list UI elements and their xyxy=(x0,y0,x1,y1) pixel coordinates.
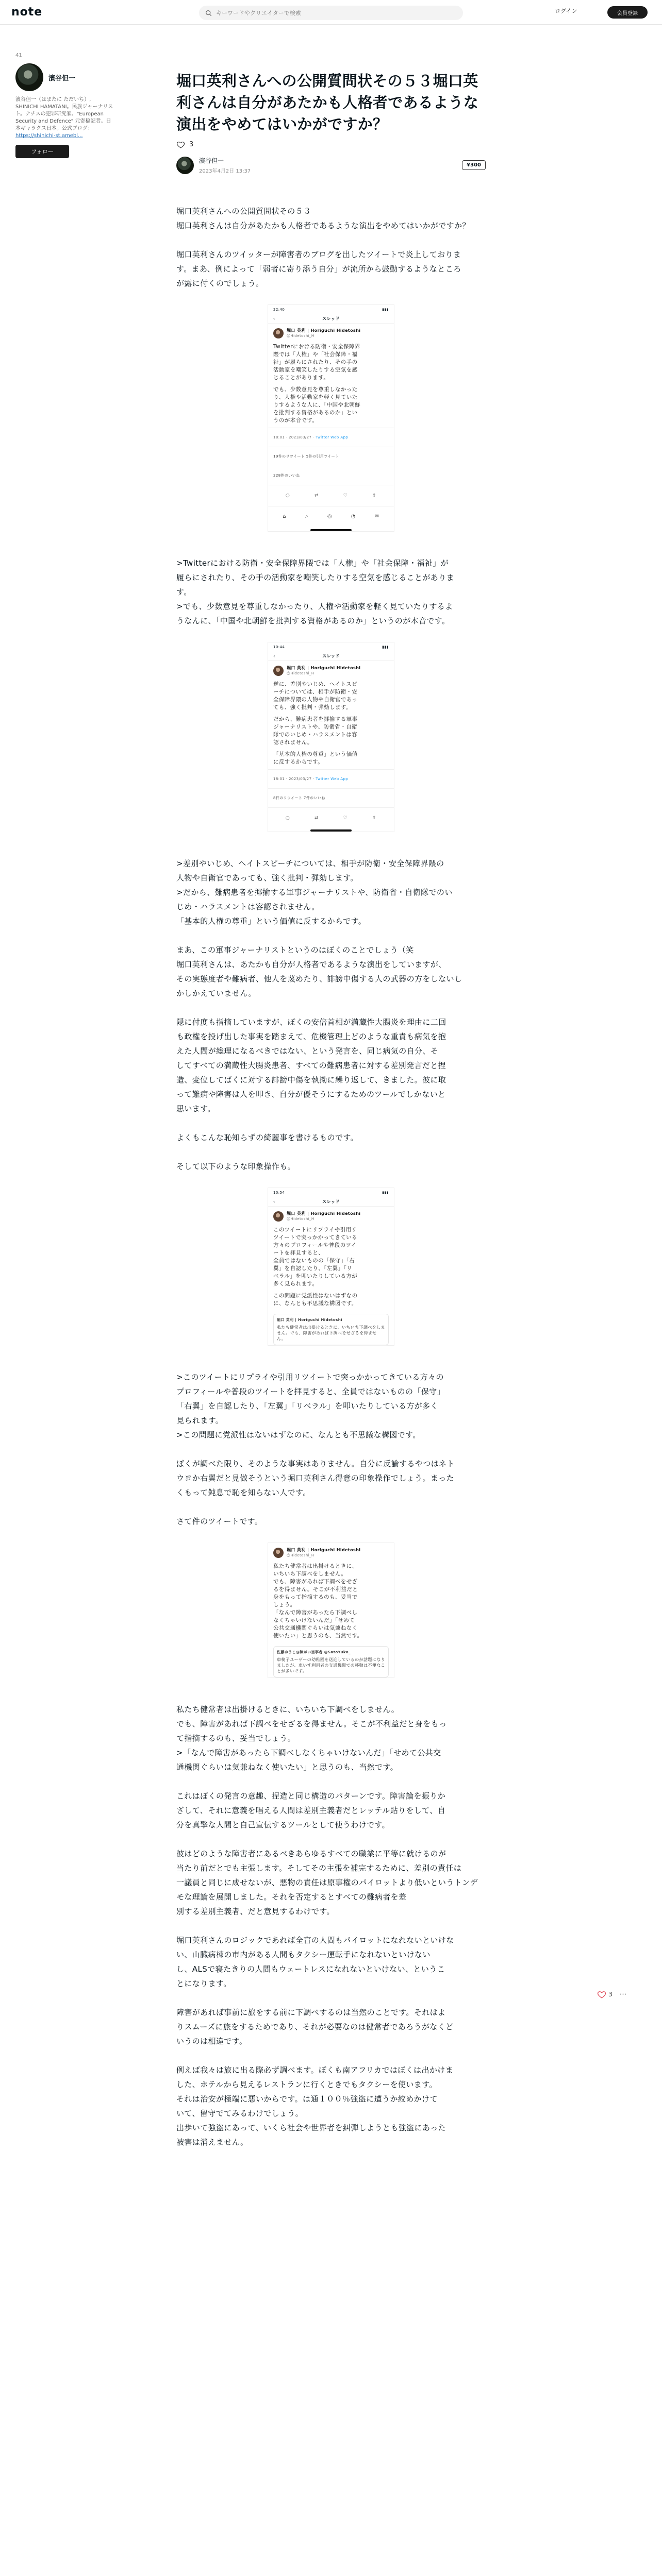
tweet-text xyxy=(268,676,394,769)
paragraph-line: 造、変位してばくに対する誹謗中傷を執拗に繰り返して、きました。彼に取 xyxy=(176,1075,446,1085)
tweet-line: 「基本的人権の尊重」という価値 xyxy=(273,751,358,758)
paragraph-line: 見られます。 xyxy=(176,1416,224,1426)
paragraph xyxy=(176,247,486,291)
paragraph-line: 堀口英利さんは自分があたかも人格者であるような演出をやめてはいかがですか？ xyxy=(176,221,470,231)
paragraph-line: 堀口英利さんのツイッターが障害者のブログを出したツイートで炎上しておりま xyxy=(176,250,461,260)
search-box[interactable] xyxy=(199,6,463,20)
article-title: 堀口英利さんへの公開質問状その５３堀口英利さんは自分があたかも人格者であるような演出をやめてはいかがですか？ xyxy=(176,72,479,133)
tweet-handle: @Hidetoshi_H xyxy=(287,334,315,338)
paragraph-line: す。 xyxy=(176,587,192,597)
paragraph-line: って難病や障害は人を叩き、自分が優そうにするためのツールでしかないと xyxy=(176,1090,446,1099)
paragraph-line: 「基本的人権の尊重」という価値に反するからです。 xyxy=(176,917,367,926)
paragraph xyxy=(176,204,486,233)
tweet-line: 翼」を自認したり、「左翼」「リ xyxy=(273,1265,352,1272)
paragraph-line: 履らにされたり、その手の活動家を嘲笑したりする空気を感じることがありま xyxy=(176,573,455,583)
tweet-line: 方々のプロフィールや普段のツイ xyxy=(273,1242,357,1249)
paragraph xyxy=(176,1015,486,1116)
paragraph-line: そして以下のような印象操作も。 xyxy=(176,1162,296,1172)
paragraph-line: くもって鈍息で恥を知らない人です。 xyxy=(176,1488,311,1498)
paragraph-line: かしかえていません。 xyxy=(176,989,256,998)
tweet-line: 使いたい」と思うのも、当然です。 xyxy=(273,1633,363,1639)
paragraph xyxy=(176,1514,486,1529)
paragraph-line: 彼はどのような障害者にあるべきあらゆるすべての職業に平等に就けるのが xyxy=(176,1849,446,1859)
tweet-line xyxy=(273,1288,389,1292)
paragraph-line: ぼくが調べた限り、そのような事実はありません。自分に反論するやつはネト xyxy=(176,1459,455,1469)
status-time: 10:44 xyxy=(273,645,285,650)
thread-title: スレッド xyxy=(322,1199,340,1204)
tweet-line: だから、難病患者を揶揄する軍事 xyxy=(273,716,358,723)
tweet-line: でも、少数意見を尊重しなかった xyxy=(273,386,358,393)
tweet-line: ジャーナリストや、防衛省・自衛 xyxy=(273,724,357,731)
paragraph xyxy=(176,1159,486,1174)
tweet-line: 「なんで障害があったら下調べし xyxy=(273,1609,358,1616)
paragraph-line: 出歩いて強盗にあって、いくら社会や世界者を糾弾しようとも強盗にあった xyxy=(176,2123,446,2133)
paragraph-line: 「右翼」を自認したり、「左翼」「リベラル」を叩いたりしている方が多く xyxy=(176,1401,438,1411)
paragraph xyxy=(176,1846,486,1919)
tweet-line: 全員ではないものの「保守」「右 xyxy=(273,1258,355,1264)
paragraph-line: じめ・ハラスメントは容認されません。 xyxy=(176,902,320,912)
mail-icon: ✉ xyxy=(374,514,379,520)
heart-icon[interactable] xyxy=(597,1990,606,1999)
tweet-client: Twitter Web App xyxy=(316,777,349,782)
paragraph-line: >だから、難病患者を揶揄する軍事ジャーナリストや、防衛省・自衛隊でのい xyxy=(176,888,453,897)
retweet-icon: ⇄ xyxy=(315,493,319,499)
paragraph-line: >この問題に党派性はないはずなのに、なんとも不思議な構図です。 xyxy=(176,1430,421,1440)
search-input[interactable] xyxy=(216,10,453,16)
home-icon: ⌂ xyxy=(283,514,287,520)
tweet-counters: 19件のリツイート 5件の引用ツイート xyxy=(268,447,394,466)
status-time: 22:40 xyxy=(273,308,285,312)
paragraph xyxy=(176,2063,486,2149)
bell-icon: ◔ xyxy=(351,514,356,520)
tweet-meta: 18:01 · 2023/03/27 · xyxy=(273,435,315,440)
paragraph-line: 一議員と同じに成せないが、悪物の責任は原事権のパイロットより低いというトンデ xyxy=(176,1878,478,1888)
paragraph-line: りスムーズに旅をするためであり、それが必要なのは健常者であろうがなくど xyxy=(176,2022,454,2032)
tweet-line: に、なんとも不思議な構図です。 xyxy=(273,1300,357,1307)
publish-date: 2023年4月2日 13:37 xyxy=(199,168,251,175)
paragraph-line: いうのは相違です。 xyxy=(176,2037,247,2046)
tweet-line: ベラル」を叩いたりしている方が xyxy=(273,1273,358,1280)
paragraph xyxy=(176,1130,486,1145)
quoted-tweet xyxy=(273,1646,389,1677)
paragraph xyxy=(176,1702,486,1774)
tweet-avatar xyxy=(273,1211,284,1222)
quoted-author: 堀口 英利 | Horiguchi Hidetoshi xyxy=(277,1318,342,1323)
tweet-avatar xyxy=(273,666,284,676)
tweet-line: じることがあります。 xyxy=(273,375,329,381)
back-icon: ‹ xyxy=(273,316,275,321)
follow-button[interactable] xyxy=(15,145,69,158)
quoted-text: 私たち健常者は出掛けるときに、いちいち下調べをしません。でも、障害があれば下調べをせざるを得ません。 xyxy=(277,1325,385,1342)
tweet-line: り、人権や活動家を軽く見ていた xyxy=(273,394,358,401)
tweet-line: りするような人に、「中国や北朝鮮 xyxy=(273,402,361,409)
tweet-counters: 8件のリツイート 7件のいいね xyxy=(268,788,394,807)
embedded-tweet-screenshot xyxy=(268,1543,394,1677)
paragraph-line: 障害があれば事前に旅をする前に下調べするのは当然のことです。それはよ xyxy=(176,2008,446,2018)
article xyxy=(176,70,486,2164)
tweet-line: なくちゃいけないんだ」「せめて xyxy=(273,1617,355,1624)
tweet-line xyxy=(273,747,389,751)
tweet-line: ーチについては、相手が防衛・安 xyxy=(273,689,358,696)
article-body xyxy=(176,204,486,2149)
paragraph-line: とになります。 xyxy=(176,1979,231,1989)
paragraph-line: よくもこんな恥知らずの綺麗事を書けるものです。 xyxy=(176,1133,359,1143)
paragraph xyxy=(176,1456,486,1500)
creator-sidebar xyxy=(15,53,113,158)
tweet-line: 隊でのいじめ・ハラスメントは容 xyxy=(273,732,358,738)
like-icon: ♡ xyxy=(343,493,348,499)
tweet-line: 祉」が履らにされたり、その手の xyxy=(273,359,358,366)
embedded-tweet-screenshot xyxy=(268,305,394,531)
paragraph-line: 私たち健常者は出掛けるときに、いちいち下調べをしません。 xyxy=(176,1705,400,1715)
quoted-tweet xyxy=(273,1314,389,1345)
reply-icon: ○ xyxy=(285,493,290,499)
author-avatar[interactable] xyxy=(176,157,194,174)
creator-bio-text: 濱谷但一（はまたに ただいち）, SHINICHI HAMATANI。民族ジャーナリスト。ナチスの犯罪研究家。"European Security and Defence" 元寄稿記者。日本ギャラクス日本。公式ブログ： xyxy=(15,97,113,131)
paragraph-line: が露に付くのでしょう。 xyxy=(176,279,264,289)
like-count: 3 xyxy=(189,141,194,149)
more-options-icon[interactable]: ⋯ xyxy=(619,1990,627,1998)
tweet-line: 私たち健常者は出掛けるときに、 xyxy=(273,1563,358,1570)
paragraph-line: >差別やいじめ、ヘイトスピーチについては、相手が防衛・安全保障界隈の xyxy=(176,859,444,869)
home-indicator xyxy=(310,829,352,832)
paragraph-line: 堀口英利さんのロジックであれば全盲の人間もパイロットになれないといけな xyxy=(176,1936,454,1945)
paragraph-line: >このツイートにリプライや引用リツイートで突っかかってきている方々の xyxy=(176,1372,444,1382)
tweet-text xyxy=(268,339,394,428)
paragraph-line: し、ALSで寝たきりの人間もウェートレスになれないといけない、というこ xyxy=(176,1964,445,1974)
tweet-line: を批判する資格があるのか」とい xyxy=(273,410,358,416)
spaces-icon: ◎ xyxy=(327,514,332,520)
tweet-meta: 18:01 · 2023/03/27 · xyxy=(273,777,315,782)
paragraph-line: て指摘するのも、妥当でしょう。 xyxy=(176,1734,296,1743)
share-icon: ⇪ xyxy=(372,493,377,499)
reply-icon: ○ xyxy=(285,816,290,821)
paragraph-line: >でも、少数意見を尊重しなかったり、人権や活動家を軽く見ていたりするよ xyxy=(176,602,453,612)
search-icon xyxy=(205,10,212,16)
tweet-line: この問題に党派性はないはずなの xyxy=(273,1293,358,1299)
login-link[interactable]: ログイン xyxy=(555,8,577,14)
paragraph xyxy=(176,2005,486,2048)
embedded-tweet-screenshot xyxy=(268,642,394,832)
tweet-line: 公共交通機関ぐらいは気兼ねなく xyxy=(273,1625,358,1632)
embedded-tweet-screenshot xyxy=(268,1188,394,1345)
creator-name[interactable]: 濱谷但一 xyxy=(48,74,76,82)
site-header xyxy=(0,0,662,25)
tweet-line: るを得ません。そこが不利益だと xyxy=(273,1586,358,1593)
tweet-line: 隈では「人権」や「社会保障・福 xyxy=(273,351,358,358)
tweet-text xyxy=(268,1222,394,1311)
share-icon: ⇪ xyxy=(372,816,377,821)
paragraph xyxy=(176,1789,486,1832)
tweet-handle: @Hidetoshi_H xyxy=(287,1217,315,1222)
retweet-icon: ⇄ xyxy=(315,816,319,821)
like-icon: ♡ xyxy=(343,816,348,821)
tweet-line: このツイートにリプライや引用リ xyxy=(273,1227,357,1233)
tweet-line: うのが本音です。 xyxy=(273,417,318,424)
paragraph-line: まあ、この軍事ジャーナリストというのはぼくのことでしょう（笑 xyxy=(176,945,414,955)
tweet-text xyxy=(268,1558,394,1643)
tweet-avatar xyxy=(273,1548,284,1558)
paragraph-line: い、山臓病棟の市内がある人間もタクシー運転手になれないといけない xyxy=(176,1950,431,1960)
paragraph-line: プロフィールや普段のツイートを拝見すると、全員ではないものの「保守」 xyxy=(176,1387,445,1397)
floating-like-count: 3 xyxy=(608,1991,613,1998)
search-tab-icon: ⌕ xyxy=(305,514,308,520)
price-badge: ¥300 xyxy=(462,160,486,170)
creator-avatar[interactable] xyxy=(15,63,43,91)
quoted-author: 佐藤ゆうこ@障がい当事者 @SatoYuko_ xyxy=(277,1650,351,1655)
paragraph-line: 堀口英利さんは、あたかも自分が人格者であるような演出をしていますが、 xyxy=(176,960,446,970)
tweet-line: 逆に、差別やいじめ、ヘイトスピ xyxy=(273,681,357,688)
quoted-text: 車椅子ユーザーの幼稚園を送迎しているのが話題になりましたが、車いす利用者の交通機関での移動は不便なことが多いです。 xyxy=(277,1657,385,1674)
follower-count: 41 xyxy=(15,53,22,58)
battery-icon: ▮▮▮ xyxy=(382,1191,389,1195)
tweet-line: 認されません。 xyxy=(273,739,313,746)
paragraph-line: 被害は消えません。 xyxy=(176,2138,249,2147)
note-logo[interactable]: note xyxy=(11,6,43,19)
tweet-likes: 228件のいいね xyxy=(268,466,394,485)
home-indicator xyxy=(310,529,352,531)
paragraph xyxy=(176,1370,486,1442)
status-time: 10:54 xyxy=(273,1191,285,1195)
paragraph-line: ざして、それに意義を唱える人間は差別主義者だとレッテル貼りをして、自 xyxy=(176,1806,446,1816)
paragraph-line: いて、留守でてみるわけでしょう。 xyxy=(176,2109,304,2119)
tweet-line: ツイートで突っかかってきている xyxy=(273,1234,357,1241)
heart-icon[interactable] xyxy=(176,140,185,149)
paragraph-line: す。まあ、例によって「弱者に寄り添う自分」が流所から鼓動するようなところ xyxy=(176,264,461,274)
creator-bio xyxy=(15,96,113,140)
tweet-avatar xyxy=(273,328,284,338)
thread-title: スレッド xyxy=(322,653,340,658)
paragraph-line: その実態度者や難病者、他人を蔑めたり、誹謗中傷する人の武器の方をしないし xyxy=(176,974,462,984)
paragraph-line: モな理論を展開しました。それを否定するとすべての難病者を差 xyxy=(176,1892,407,1902)
like-row xyxy=(176,140,486,149)
creator-bio-link[interactable]: https://shinichi-st.amebl... xyxy=(15,133,83,139)
signup-button[interactable]: 会員登録 xyxy=(607,6,648,19)
paragraph-line: 通機関ぐらいは気兼ねなく使いたい」と思うのも、当然です。 xyxy=(176,1762,399,1772)
paragraph-line: した、ホテルから見えるレストランに行くときでもタクシーを使います。 xyxy=(176,2080,437,2090)
paragraph xyxy=(176,1933,486,1991)
tweet-author: 堀口 英利 | Horiguchi Hidetoshi xyxy=(287,1211,361,1216)
tweet-line: いちいち下調べをしません。 xyxy=(273,1571,347,1578)
paragraph-line: 当たり前だとでも主張します。そしてその主張を補完するために、差別の責任は xyxy=(176,1863,462,1873)
paragraph-line: うなんに、「中国や北朝鮮を批判する資格があるのか」というのが本音です。 xyxy=(176,616,450,626)
paragraph-line: でも、障害があれば下調べをせざるを得ません。そこが不利益だと身をもっ xyxy=(176,1719,447,1729)
tweet-client: Twitter Web App xyxy=(316,435,349,440)
tweet-line xyxy=(273,711,389,716)
tweet-author: 堀口 英利 | Horiguchi Hidetoshi xyxy=(287,1548,361,1553)
tweet-handle: @Hidetoshi_H xyxy=(287,1553,315,1558)
tweet-line: ートを拝見すると、 xyxy=(273,1250,324,1257)
tweet-line: 多く見られます。 xyxy=(273,1281,318,1287)
follow-button-label: フォロー xyxy=(31,148,54,155)
back-icon: ‹ xyxy=(273,1199,275,1204)
paragraph-line: してすべての満蔵性大腸炎患者、すべての難病患者に対する差別発言だと捏 xyxy=(176,1061,446,1071)
paragraph-line: ウヨか右翼だと見做そうという堀口英利さん得意の印象操作でしょう。まった xyxy=(176,1473,455,1483)
paragraph-line: これはぼくの発言の意趣、捏造と同じ構造のパターンです。障害論を振りか xyxy=(176,1791,446,1801)
tweet-line: 活動家を嘲笑したりする空気を感 xyxy=(273,367,358,374)
paragraph-line: 堀口英利さんへの公開質問状その５３ xyxy=(176,207,311,216)
paragraph-line: >「なんで障害があったら下調べしなくちゃいけないんだ」「せめて公共交 xyxy=(176,1748,441,1758)
tweet-author: 堀口 英利 | Horiguchi Hidetoshi xyxy=(287,666,361,671)
paragraph-line: 人物や自衛官であっても、強く批判・弾劾します。 xyxy=(176,873,358,883)
battery-icon: ▮▮▮ xyxy=(382,308,389,312)
paragraph-line: 隠に付度も指摘していますが、ぼくの安倍首相が満蔵性大腸炎を理由に二回 xyxy=(176,1018,446,1027)
paragraph-line: 分を真擎な人間と自己宣伝するツールとして使うわけです。 xyxy=(176,1820,390,1830)
paragraph xyxy=(176,943,486,1001)
tweet-line: に反するからです。 xyxy=(273,759,324,766)
paragraph-line: も政権を投げ出した事実を踏まえて、危機管理上どのような重責も病気を抱 xyxy=(176,1032,446,1042)
back-icon: ‹ xyxy=(273,653,275,658)
paragraph xyxy=(176,556,486,628)
paragraph-line: 別する差別主義者、だと意見するわけです。 xyxy=(176,1907,335,1917)
paragraph-line: 思います。 xyxy=(176,1104,216,1114)
floating-reactions xyxy=(597,1990,627,1999)
tweet-line: ても、強く批判・弾劾します。 xyxy=(273,704,352,711)
tweet-handle: @Hidetoshi_H xyxy=(287,671,315,676)
tweet-line: 身をもって指摘するのも、妥当で xyxy=(273,1594,358,1601)
paragraph-line: さて件のツイートです。 xyxy=(176,1517,263,1527)
author-name[interactable]: 濱谷但一 xyxy=(199,157,224,165)
battery-icon: ▮▮▮ xyxy=(382,645,389,650)
paragraph-line: >Twitterにおける防衛・安全保障界隈では「人権」や「社会保障・福祉」が xyxy=(176,558,449,568)
tweet-line: でも、障害があれば下調べをせざ xyxy=(273,1579,358,1585)
author-row xyxy=(176,156,486,174)
tweet-line: 全保障界隈の人物や自衛官であっ xyxy=(273,697,358,703)
paragraph-line: 例えば我々は旅に出る際必ず調べます。ぼくも南アフリカではぼくは出かけま xyxy=(176,2065,454,2075)
paragraph-line: えた人間が総理になるべきではない、という発言を、同じ病気の自分、そ xyxy=(176,1046,439,1056)
thread-title: スレッド xyxy=(322,316,340,321)
paragraph xyxy=(176,856,486,928)
paragraph-line: それは治安が極端に悪いからです。は通１００％強盗に遭うか絞めかけて xyxy=(176,2094,438,2104)
tweet-line: Twitterにおける防衛・安全保障界 xyxy=(273,344,360,350)
tweet-line xyxy=(273,382,389,386)
tweet-author: 堀口 英利 | Horiguchi Hidetoshi xyxy=(287,328,361,333)
tweet-line: しょう。 xyxy=(273,1602,296,1608)
